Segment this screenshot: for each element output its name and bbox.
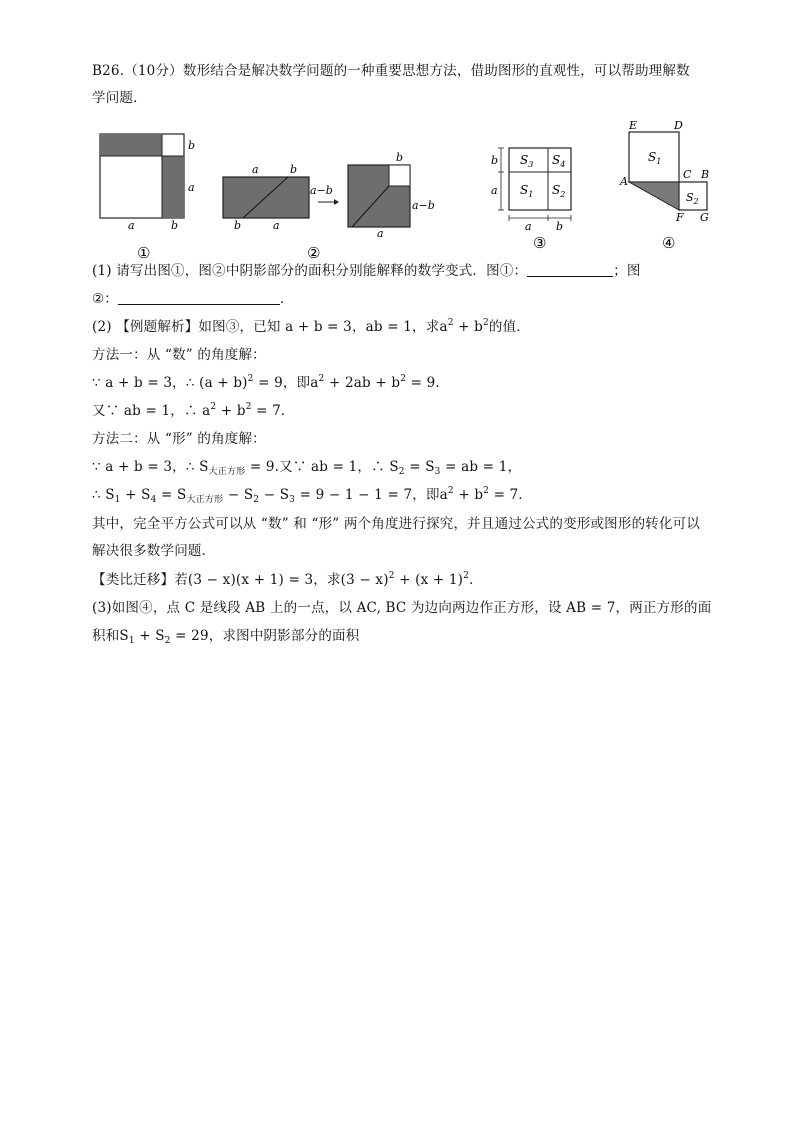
- m2-l2c: = S: [156, 487, 187, 503]
- m2-sub-4: 4: [150, 495, 157, 505]
- answer-blank-fig1[interactable]: [527, 262, 613, 277]
- part-3-text2c: = 29，求图中阴影部分的面积: [170, 628, 360, 644]
- fig1-label-a-right: a: [188, 181, 195, 194]
- m2-exp2: 2: [483, 486, 490, 496]
- fig3-caption: ③: [533, 234, 547, 252]
- m2-l2f: = 9 − 1 − 1 = 7，即a: [295, 487, 448, 503]
- question-header-text: B26.（10分）数形结合是解决数学问题的一种重要思想方法，借助图形的直观性，可以帮助理解数: [92, 63, 690, 79]
- m1-exp2: 2: [318, 374, 325, 384]
- fig4-label-D: D: [674, 119, 683, 132]
- part-2-end: 的值．: [488, 319, 531, 335]
- fig2-arrow-label: a−b: [310, 184, 333, 197]
- method-1-title: [92, 346, 266, 364]
- fig4-label-F: F: [676, 211, 684, 224]
- fig4-label-A: A: [620, 175, 628, 188]
- m2-sub-big-2: 大正方形: [186, 495, 224, 505]
- exp-b2: 2: [482, 318, 489, 328]
- method-2-title: [92, 430, 266, 448]
- m1-l1a: ∵ a + b = 3，∴ (a + b): [92, 375, 248, 391]
- m2-l2g: + b: [453, 487, 484, 503]
- fig1-label-a-bottom: a: [128, 219, 135, 232]
- transfer-exp1: 2: [388, 571, 395, 581]
- figure-2: [223, 151, 435, 262]
- m1-l2a: 又∵ ab = 1，∴ a: [92, 403, 211, 419]
- fig2-label-b-bottom: b: [234, 219, 242, 232]
- m1-exp1: 2: [247, 374, 254, 384]
- m1-exp3: 2: [400, 374, 407, 384]
- answer-blank-fig2[interactable]: [118, 290, 280, 305]
- fig1-shade-top: [100, 134, 162, 156]
- fig4-label-C: C: [683, 168, 692, 181]
- m2-l2e: − S: [259, 487, 290, 503]
- fig4-label-B: B: [701, 168, 710, 181]
- m1-l2b: + b: [216, 403, 246, 419]
- m1-exp4: 2: [210, 402, 217, 412]
- fig3-outer-square: [509, 148, 571, 210]
- part-3-line-1: [92, 599, 711, 617]
- p3-sub-1: 1: [128, 636, 135, 646]
- m2-sub-2b: 2: [253, 495, 260, 505]
- figures-row: [0, 118, 793, 268]
- method-2-line-1: [92, 458, 521, 476]
- exp-a2: 2: [447, 318, 454, 328]
- fig3-s2: $S_2$: [552, 183, 566, 199]
- part-3-text1: (3)如图④，点 C 是线段 AB 上的一点，以 AC, BC 为边向两边作正方形，设 AB = 7，两正方形的面: [92, 600, 712, 616]
- figure-1: [100, 134, 195, 262]
- m2-l2a: ∴ S: [92, 487, 115, 503]
- transfer-b: + (x + 1): [394, 572, 464, 588]
- transfer-c: ．: [469, 572, 483, 588]
- m2-l1c: = S: [404, 459, 435, 475]
- method-2-title-text: 方法二：从 “形” 的角度解：: [92, 431, 266, 447]
- fig4-label-S1: $S_1$: [648, 150, 662, 166]
- method-1-line-1: [92, 374, 449, 392]
- m1-l1d: = 9．: [406, 375, 450, 391]
- m1-l2c: = 7．: [251, 403, 295, 419]
- fig2-label-a-bottom2: a: [377, 227, 384, 240]
- transfer-exp2: 2: [463, 571, 470, 581]
- part-3-text2a: 积和S: [92, 628, 129, 644]
- m2-sub-3a: 3: [434, 467, 441, 477]
- fig4-label-G: G: [700, 211, 709, 224]
- part-1-prefix: (1) 请写出图①，图②中阴影部分的面积分别能解释的数学变式．图①：: [92, 263, 528, 279]
- fig2-right-cutout: [389, 165, 410, 186]
- fig1-caption: ①: [137, 244, 151, 262]
- figure-3: [491, 148, 571, 252]
- m1-l1b: = 9，即a: [253, 375, 319, 391]
- fig2-label-a-bottom: a: [273, 219, 280, 232]
- fig2-arrow-head: [334, 199, 339, 205]
- fig4-label-E: E: [629, 119, 638, 132]
- fig2-label-a-top: a: [252, 163, 259, 176]
- part-1-second-prefix: ②：: [92, 291, 119, 307]
- fig2-label-amb-right: a−b: [412, 199, 435, 212]
- fig3-s3: $S_3$: [520, 153, 534, 169]
- summary-text: 其中，完全平方公式可以从 “数” 和 “形” 两个角度进行探究，并且通过公式的变形或图形的转化可以解决很多数学问题．: [92, 516, 701, 559]
- fig4-shaded-triangle: [629, 182, 679, 210]
- fig1-shade-right: [162, 156, 184, 218]
- m2-sub-2a: 2: [398, 467, 405, 477]
- part-1-line-2: [92, 290, 294, 308]
- question-header-cont: [92, 89, 147, 107]
- fig3-label-b-bottom: b: [556, 220, 564, 233]
- part-1-line: [92, 262, 641, 280]
- fig3-s1: $S_1$: [520, 183, 534, 199]
- fig3-label-a-bottom: a: [525, 220, 532, 233]
- fig2-label-b-top: b: [290, 163, 298, 176]
- part-3-line-2: [92, 627, 359, 645]
- part-1-end: ．: [280, 291, 294, 307]
- fig3-s4: $S_4$: [552, 153, 566, 169]
- fig4-caption: ④: [662, 234, 676, 252]
- question-header: [92, 62, 690, 80]
- method-1-line-2: [92, 402, 295, 420]
- m2-l2b: + S: [120, 487, 151, 503]
- part-2-label: (2) 【例题解析】如图③，已知 a + b = 3，ab = 1，求a: [92, 319, 448, 335]
- m2-l1a: ∵ a + b = 3，∴ S: [92, 459, 209, 475]
- method-1-title-text: 方法一：从 “数” 的角度解：: [92, 347, 266, 363]
- part-3-text2b: + S: [134, 628, 165, 644]
- fig1-label-b-top: b: [188, 139, 196, 152]
- fig4-label-S2: $S_2$: [686, 191, 699, 206]
- method-2-line-2: [92, 486, 532, 504]
- transfer-line: [92, 571, 483, 589]
- m2-sub-3b: 3: [289, 495, 296, 505]
- part-1-middle: ；图: [613, 263, 641, 279]
- m2-l1d: = ab = 1，: [440, 459, 522, 475]
- fig3-label-a-left: a: [491, 184, 498, 197]
- p3-sub-2: 2: [164, 636, 171, 646]
- m2-sub-1: 1: [114, 495, 121, 505]
- m2-l2d: − S: [223, 487, 254, 503]
- m1-l1c: + 2ab + b: [324, 375, 401, 391]
- fig3-label-b-left: b: [491, 154, 499, 167]
- m2-exp1: 2: [447, 486, 454, 496]
- summary-paragraph: [92, 511, 704, 565]
- m2-l2h: = 7．: [489, 487, 533, 503]
- m1-exp5: 2: [245, 402, 252, 412]
- part-2-line: [92, 318, 530, 336]
- fig2-caption: ②: [307, 244, 321, 262]
- fig1-label-b-bottom: b: [171, 219, 179, 232]
- question-header-text-2: 学问题．: [92, 90, 147, 106]
- figure-4: [619, 119, 709, 252]
- fig2-label-b-right: b: [396, 151, 404, 164]
- m2-sub-big: 大正方形: [208, 467, 246, 477]
- m2-l1b: = 9.又∵ ab = 1，∴ S: [245, 459, 399, 475]
- transfer-a: 【类比迁移】若(3 − x)(x + 1) = 3，求(3 − x): [92, 572, 389, 588]
- part-2-tail: + b: [453, 319, 483, 335]
